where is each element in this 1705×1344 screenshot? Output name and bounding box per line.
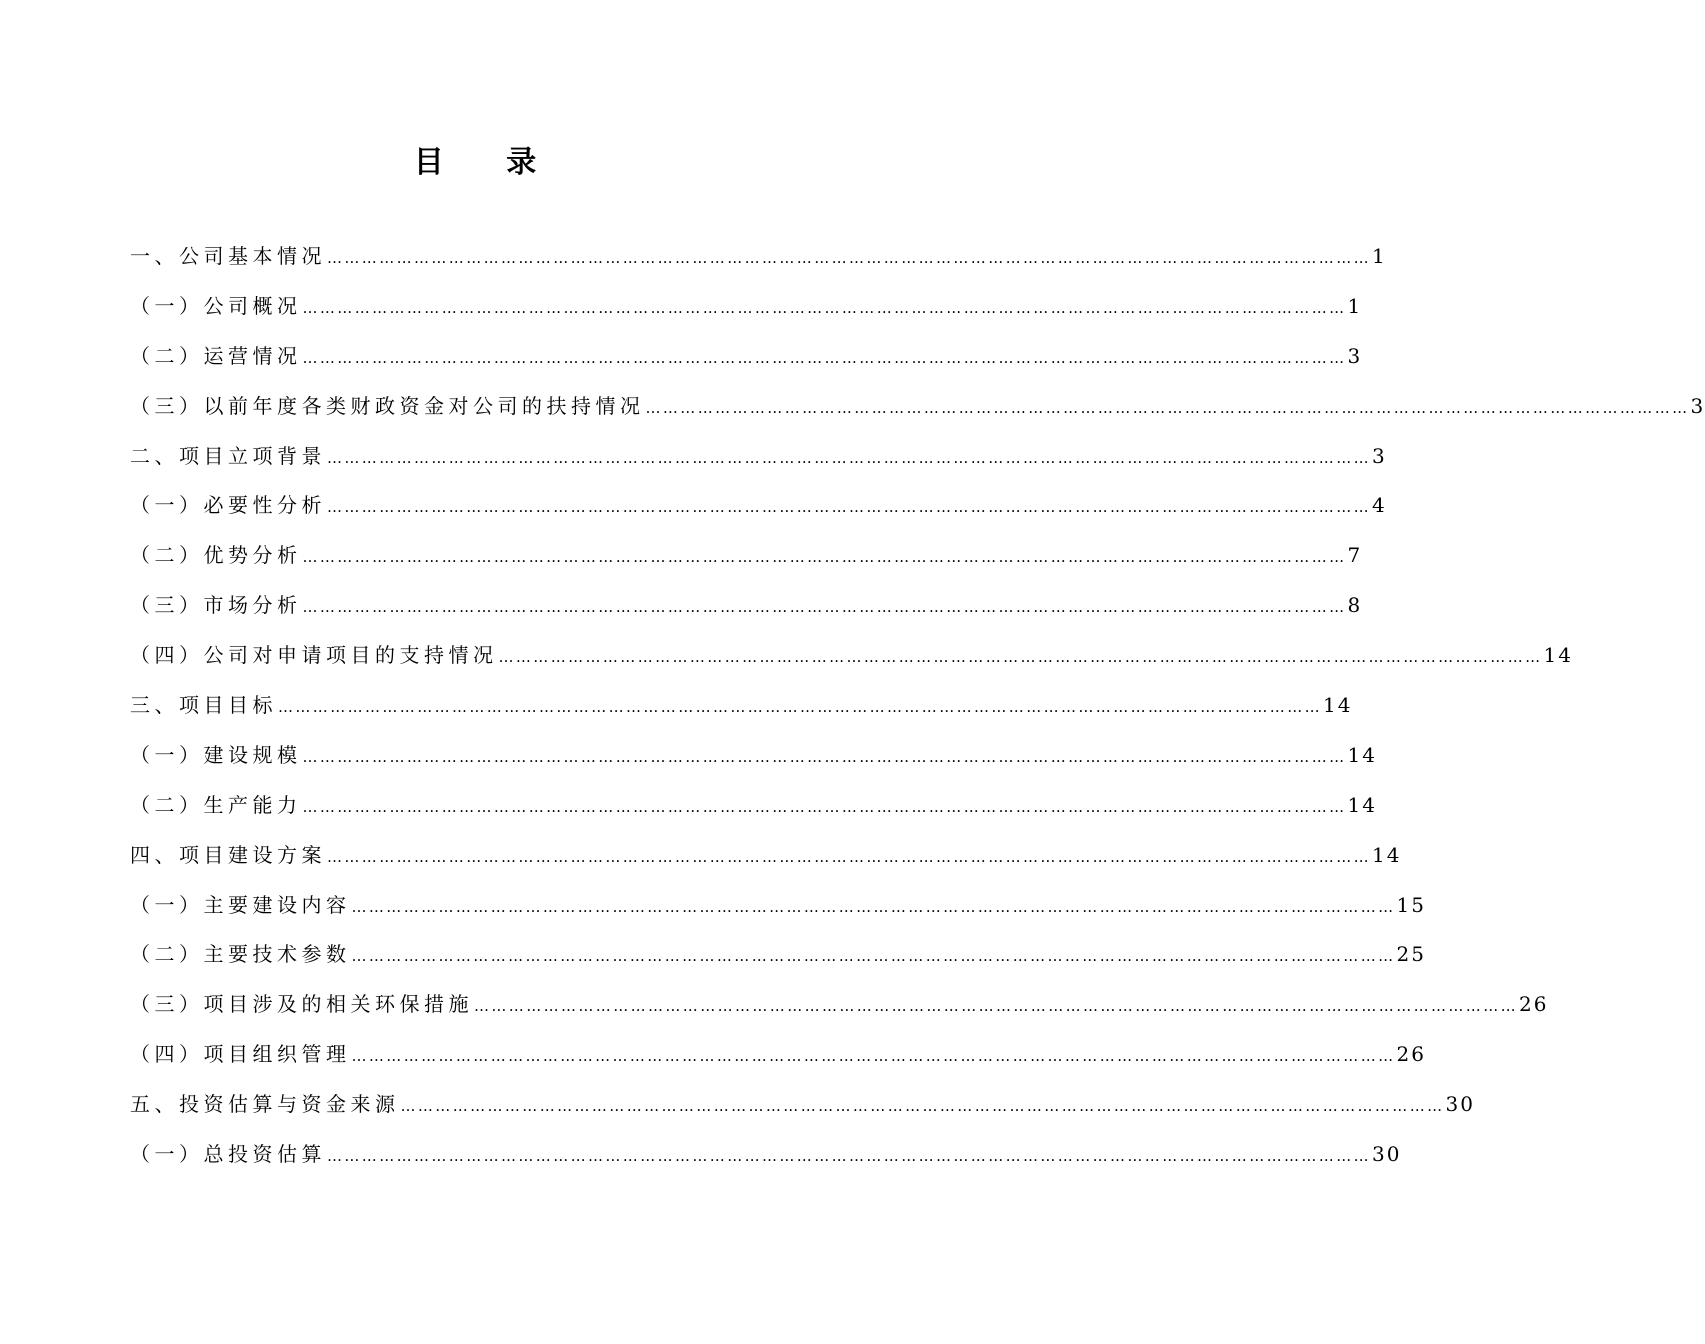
toc-entry-page: 14 [1347,792,1377,817]
toc-entry-label: （四）项目组织管理 [130,1042,351,1067]
toc-entry-label: （一）必要性分析 [130,493,326,518]
toc-entry-page: 15 [1396,892,1426,917]
toc-entry-page: 7 [1347,543,1363,568]
toc-entry-label: 五、投资估算与资金来源 [130,1092,400,1117]
toc-entry-leader: ……………………………………………………………………………………………………………………………………………………………… [327,498,1371,517]
toc-entry-label: （三）市场分析 [130,593,302,618]
toc-entry-page: 26 [1519,992,1549,1017]
toc-entry[interactable] [130,531,1363,581]
toc-entry[interactable] [130,930,1426,980]
toc-entry-page: 3 [1347,343,1363,368]
toc-entry-page: 14 [1372,842,1402,867]
toc-entry-page: 30 [1372,1142,1402,1167]
toc-entry-page: 14 [1323,693,1353,718]
toc-entry[interactable] [130,881,1426,931]
toc-entry-leader: ……………………………………………………………………………………………………………………………………………………………… [474,997,1518,1016]
toc-entry-page: 1 [1347,293,1363,318]
toc-entry-leader: ……………………………………………………………………………………………………………………………………………………………… [302,797,1347,816]
toc-entry[interactable] [130,831,1402,881]
toc-entry-page: 8 [1347,593,1363,618]
toc-entry[interactable] [130,282,1363,332]
toc-entry-label: （三）以前年度各类财政资金对公司的扶持情况 [130,393,645,418]
toc-entry-leader: ……………………………………………………………………………………………………………………………………………………………… [351,947,1396,966]
toc-entry-leader: ……………………………………………………………………………………………………………………………………………………………… [498,648,1543,667]
toc-entry-label: 一、公司基本情况 [130,244,326,268]
toc-entry-page: 30 [1445,1092,1475,1117]
toc-entry-leader: ……………………………………………………………………………………………………………………………………………………………… [302,548,1347,567]
toc-entry[interactable] [130,631,1573,681]
toc-entry-label: （二）生产能力 [130,792,302,817]
toc-entry-leader: ……………………………………………………………………………………………………………………………………………………………… [327,1147,1371,1166]
toc-entry[interactable] [130,1080,1475,1130]
toc-entry-leader: ……………………………………………………………………………………………………………………………………………………………… [645,398,1690,417]
toc-entry[interactable] [130,1030,1426,1080]
toc-entry-leader: ……………………………………………………………………………………………………………………………………………………………… [327,847,1371,866]
toc-entry[interactable] [130,232,1387,282]
toc-entry-leader: ……………………………………………………………………………………………………………………………………………………………… [400,1097,1445,1116]
toc-entry-label: （二）运营情况 [130,343,302,368]
toc-entry-label: （一）公司概况 [130,293,302,318]
toc-entry-leader: ……………………………………………………………………………………………………………………………………………………………… [351,1047,1396,1066]
toc-entry-label: （四）公司对申请项目的支持情况 [130,643,498,668]
toc-entry[interactable] [130,432,1387,482]
toc-entry-leader: ……………………………………………………………………………………………………………………………………………………………… [351,897,1396,916]
toc-entry-leader: ……………………………………………………………………………………………………………………………………………………………… [327,249,1371,267]
toc-entry-page: 25 [1396,942,1426,967]
toc-entry-page: 26 [1396,1042,1426,1067]
toc-entry-leader: ……………………………………………………………………………………………………………………………………………………………… [302,298,1347,317]
toc-entry-label: （三）项目涉及的相关环保措施 [130,992,473,1017]
toc-entry-label: 四、项目建设方案 [130,842,326,867]
toc-list [130,232,1705,1180]
toc-entry-label: （二）主要技术参数 [130,942,351,967]
toc-entry-leader: ……………………………………………………………………………………………………………………………………………………………… [327,448,1371,467]
toc-entry-label: （一）总投资估算 [130,1142,326,1167]
toc-entry-leader: ……………………………………………………………………………………………………………………………………………………………… [302,598,1347,617]
toc-entry-page: 14 [1543,643,1573,668]
toc-entry-label: （二）优势分析 [130,543,302,568]
toc-entry[interactable] [130,980,1549,1030]
toc-entry-leader: ……………………………………………………………………………………………………………………………………………………………… [302,747,1347,766]
toc-entry[interactable] [130,731,1377,781]
toc-entry[interactable] [130,581,1363,631]
toc-entry-label: （一）建设规模 [130,742,302,767]
toc-entry[interactable] [130,382,1705,432]
toc-title: 目 录 [413,145,563,180]
toc-entry-label: （一）主要建设内容 [130,892,351,917]
toc-entry-label: 三、项目目标 [130,693,277,718]
toc-entry-page: 3 [1690,393,1705,418]
toc-entry-page: 14 [1347,742,1377,767]
toc-entry-page: 1 [1372,244,1387,268]
toc-entry-page: 4 [1372,493,1387,518]
toc-entry-leader: ……………………………………………………………………………………………………………………………………………………………… [302,348,1347,367]
toc-entry[interactable] [130,781,1377,831]
toc-entry[interactable] [130,681,1353,731]
toc-entry[interactable] [130,481,1387,531]
toc-entry-page: 3 [1372,443,1387,468]
toc-entry-label: 二、项目立项背景 [130,443,326,468]
toc-entry[interactable] [130,1130,1402,1180]
toc-entry[interactable] [130,332,1363,382]
toc-entry-leader: ……………………………………………………………………………………………………………………………………………………………… [278,698,1322,717]
